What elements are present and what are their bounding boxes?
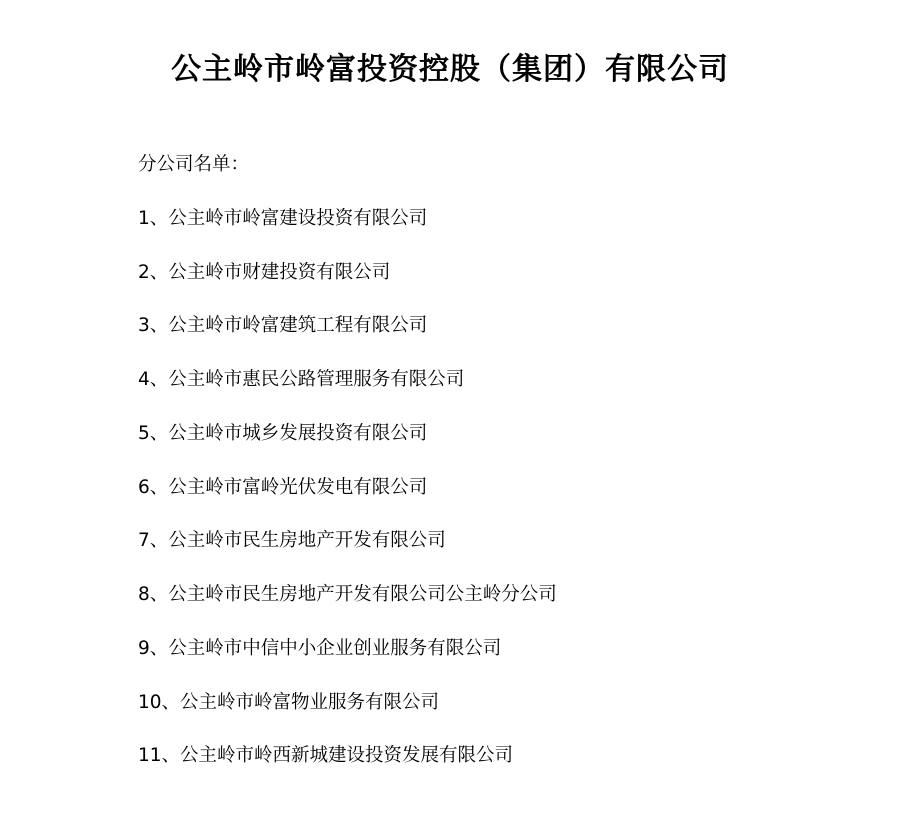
- list-item: 2、公主岭市财建投资有限公司: [138, 261, 391, 283]
- list-item: 9、公主岭市中信中小企业创业服务有限公司: [138, 637, 502, 659]
- list-item: 1、公主岭市岭富建设投资有限公司: [138, 207, 428, 229]
- list-item: 8、公主岭市民生房地产开发有限公司公主岭分公司: [138, 584, 557, 605]
- list-item: 7、公主岭市民生房地产开发有限公司: [138, 530, 446, 552]
- page-title: 公主岭市岭富投资控股（集团）有限公司: [171, 52, 729, 87]
- section-label: 分公司名单：: [138, 154, 250, 175]
- document-body: [0, 151, 900, 770]
- list-item: 11、公主岭市岭西新城建设投资发展有限公司: [138, 745, 514, 767]
- list-item: 3、公主岭市岭富建筑工程有限公司: [138, 315, 428, 337]
- subsidiary-list: [138, 205, 840, 770]
- list-item: 4、公主岭市惠民公路管理服务有限公司: [138, 369, 465, 390]
- list-item: 6、公主岭市富岭光伏发电有限公司: [138, 476, 428, 498]
- list-item: 10、公主岭市岭富物业服务有限公司: [138, 691, 440, 713]
- list-item: 5、公主岭市城乡发展投资有限公司: [138, 422, 428, 444]
